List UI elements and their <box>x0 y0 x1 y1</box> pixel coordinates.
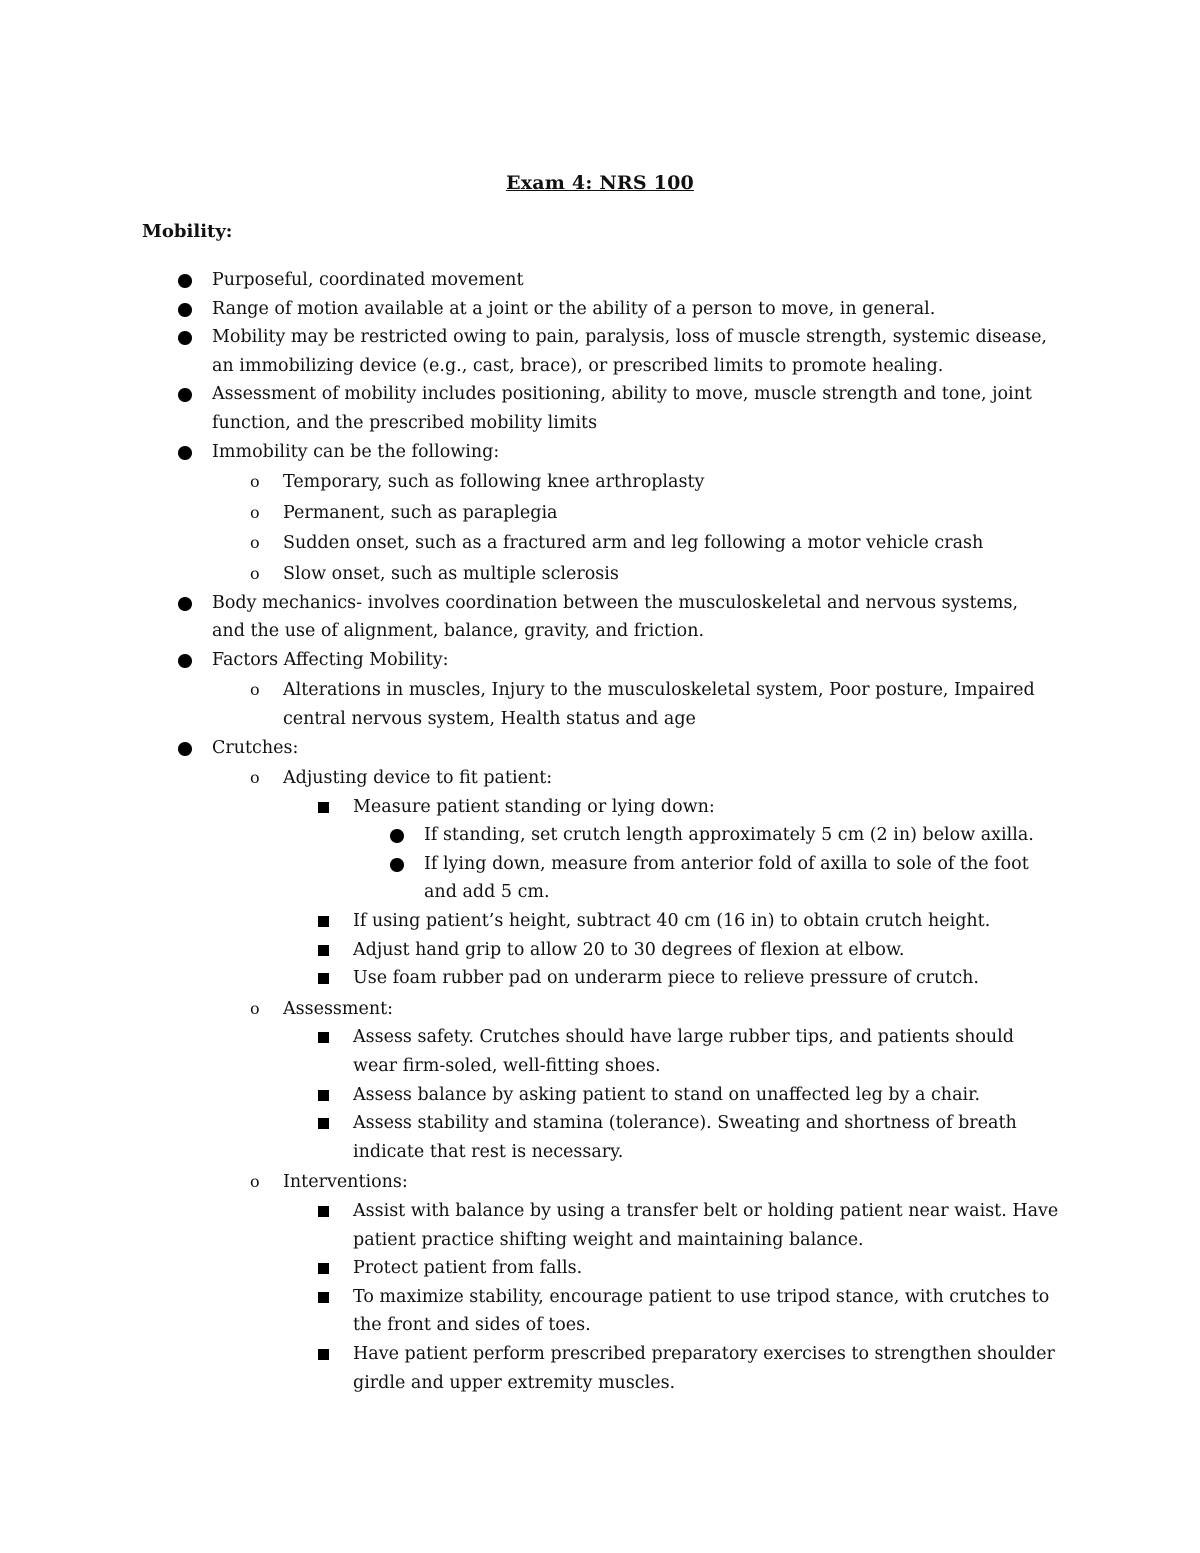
list-item <box>0 499 1200 528</box>
list-item-text: If lying down, measure from anterior fold of axilla to sole of the foot and add 5 cm. <box>424 853 1029 903</box>
list-item-text: Assessment of mobility includes positioning, ability to move, muscle strength and tone, joint function, and the prescribed mobility limits <box>212 384 1032 433</box>
bullet-square-icon <box>318 907 329 937</box>
list-item-text: Factors Affecting Mobility: <box>212 649 449 670</box>
bullet-circle-outline-icon: o <box>250 563 260 583</box>
bullet-square-icon <box>318 1254 329 1284</box>
page-title: Exam 4: NRS 100 <box>506 172 694 194</box>
bullet-dot-icon <box>178 380 192 412</box>
list-item <box>0 529 1200 558</box>
bullet-square-icon <box>318 964 329 994</box>
list-item-text: Use foam rubber pad on underarm piece to relieve pressure of crutch. <box>353 968 979 989</box>
bullet-dot-icon <box>390 821 404 853</box>
list-item-text: Permanent, such as paraplegia <box>283 502 558 523</box>
list-item-text: Adjust hand grip to allow 20 to 30 degrees of flexion at elbow. <box>353 939 905 960</box>
bullet-square-icon <box>318 793 329 823</box>
list-item <box>0 821 1200 850</box>
bullet-square-icon <box>318 1081 329 1111</box>
bullet-square-icon <box>318 1197 329 1227</box>
bullet-dot-icon <box>178 295 192 327</box>
list-item <box>0 907 1200 936</box>
list-item-text: Immobility can be the following: <box>212 441 500 462</box>
section-heading: Mobility: <box>142 221 233 242</box>
list-item <box>0 1197 1200 1254</box>
bullet-square-icon <box>318 1349 329 1360</box>
list-item <box>0 1168 1200 1197</box>
bullet-dot-icon <box>178 742 192 756</box>
bullet-circle-outline-icon: o <box>250 998 260 1018</box>
bullet-square-icon <box>318 1109 329 1139</box>
list-item <box>0 850 1200 907</box>
list-item-text: Have patient perform prescribed preparatory exercises to strengthen shoulder girdle and upper extremity muscles. <box>353 1343 1055 1393</box>
list-item <box>0 734 1200 763</box>
bullet-dot-icon <box>178 597 192 611</box>
bullet-square-icon <box>318 1206 329 1217</box>
list-item-text: Assess stability and stamina (tolerance). Sweating and shortness of breath indicate that rest is necessary. <box>353 1113 1017 1162</box>
list-item-text: Mobility may be restricted owing to pain, paralysis, loss of muscle strength, systemic disease, an immobilizing device (e.g., cast, brace), or prescribed limits to promote healing. <box>212 327 1047 376</box>
list-item-text: Sudden onset, such as a fractured arm and leg following a motor vehicle crash <box>283 533 984 554</box>
list-item <box>0 1081 1200 1110</box>
list-item <box>0 323 1200 380</box>
bullet-dot-icon <box>178 654 192 668</box>
list-item <box>0 266 1200 295</box>
list-item-text: Protect patient from falls. <box>353 1258 583 1279</box>
list-item <box>0 764 1200 793</box>
bullet-circle-outline-icon: o <box>250 768 260 788</box>
list-item-text: Slow onset, such as multiple sclerosis <box>283 563 619 584</box>
bullet-square-icon <box>318 1118 329 1129</box>
bullet-square-icon <box>318 1340 329 1370</box>
bullet-square-icon <box>318 945 329 956</box>
list-item <box>0 1023 1200 1080</box>
bullet-square-icon <box>318 1263 329 1274</box>
list-item <box>0 793 1200 822</box>
list-item-text: Purposeful, coordinated movement <box>212 270 524 290</box>
bullet-list <box>0 266 1200 1397</box>
list-item-text: Range of motion available at a joint or the ability of a person to move, in general. <box>212 298 936 319</box>
list-item <box>0 936 1200 965</box>
list-item <box>0 646 1200 675</box>
bullet-square-icon <box>318 1032 329 1043</box>
list-item <box>0 676 1200 733</box>
bullet-dot-icon <box>178 331 192 345</box>
list-item-text: If standing, set crutch length approximately 5 cm (2 in) below axilla. <box>424 825 1034 846</box>
list-item <box>0 468 1200 497</box>
bullet-dot-icon <box>390 829 404 843</box>
list-item <box>0 1340 1200 1397</box>
list-item-text: If using patient’s height, subtract 40 cm (16 in) to obtain crutch height. <box>353 911 991 932</box>
list-item <box>0 295 1200 324</box>
bullet-square-icon <box>318 916 329 927</box>
bullet-circle-outline-icon: o <box>250 472 260 492</box>
list-item-text: Interventions: <box>283 1172 408 1193</box>
list-item-text: Body mechanics- involves coordination between the musculoskeletal and nervous systems, and the use of alignment, balance, gravity, and friction. <box>212 592 1019 642</box>
list-item <box>0 1109 1200 1166</box>
bullet-square-icon <box>318 973 329 984</box>
bullet-dot-icon <box>178 266 192 298</box>
bullet-dot-icon <box>178 646 192 678</box>
bullet-square-icon <box>318 1292 329 1303</box>
list-item-text: Crutches: <box>212 737 299 758</box>
list-item <box>0 964 1200 993</box>
bullet-square-icon <box>318 1283 329 1313</box>
list-item <box>0 1254 1200 1283</box>
bullet-square-icon <box>318 936 329 966</box>
list-item-text: Adjusting device to fit patient: <box>283 768 553 789</box>
list-item-text: Alterations in muscles, Injury to the musculoskeletal system, Poor posture, Impaired central nervous system, Health status and age <box>283 680 1035 729</box>
bullet-dot-icon <box>178 446 192 460</box>
list-item <box>0 589 1200 646</box>
bullet-square-icon <box>318 1090 329 1101</box>
bullet-dot-icon <box>178 388 192 402</box>
list-item <box>0 1283 1200 1340</box>
bullet-square-icon <box>318 1023 329 1053</box>
list-item <box>0 995 1200 1024</box>
list-item-text: To maximize stability, encourage patient to use tripod stance, with crutches to the front and sides of toes. <box>353 1286 1050 1336</box>
list-item <box>0 560 1200 589</box>
bullet-circle-outline-icon: o <box>250 533 260 553</box>
bullet-dot-icon <box>390 858 404 872</box>
bullet-dot-icon <box>178 303 192 317</box>
bullet-dot-icon <box>178 734 192 766</box>
bullet-circle-outline-icon: o <box>250 1172 260 1192</box>
bullet-circle-outline-icon: o <box>250 502 260 522</box>
list-item <box>0 380 1200 437</box>
list-item-text: Assessment: <box>283 998 394 1019</box>
bullet-square-icon <box>318 802 329 813</box>
list-item <box>0 438 1200 467</box>
list-item-text: Assess balance by asking patient to stand on unaffected leg by a chair. <box>353 1084 981 1105</box>
list-item-text: Assist with balance by using a transfer belt or holding patient near waist. Have patient practice shifting weight and maintaining balance. <box>353 1201 1059 1250</box>
list-item-text: Temporary, such as following knee arthroplasty <box>283 472 705 493</box>
bullet-dot-icon <box>390 850 404 882</box>
list-item-text: Assess safety. Crutches should have large rubber tips, and patients should wear firm-soled, well-fitting shoes. <box>353 1027 1014 1077</box>
bullet-circle-outline-icon: o <box>250 680 260 700</box>
list-item-text: Measure patient standing or lying down: <box>353 796 715 817</box>
bullet-dot-icon <box>178 438 192 470</box>
bullet-dot-icon <box>178 274 192 288</box>
bullet-dot-icon <box>178 589 192 621</box>
bullet-dot-icon <box>178 323 192 355</box>
